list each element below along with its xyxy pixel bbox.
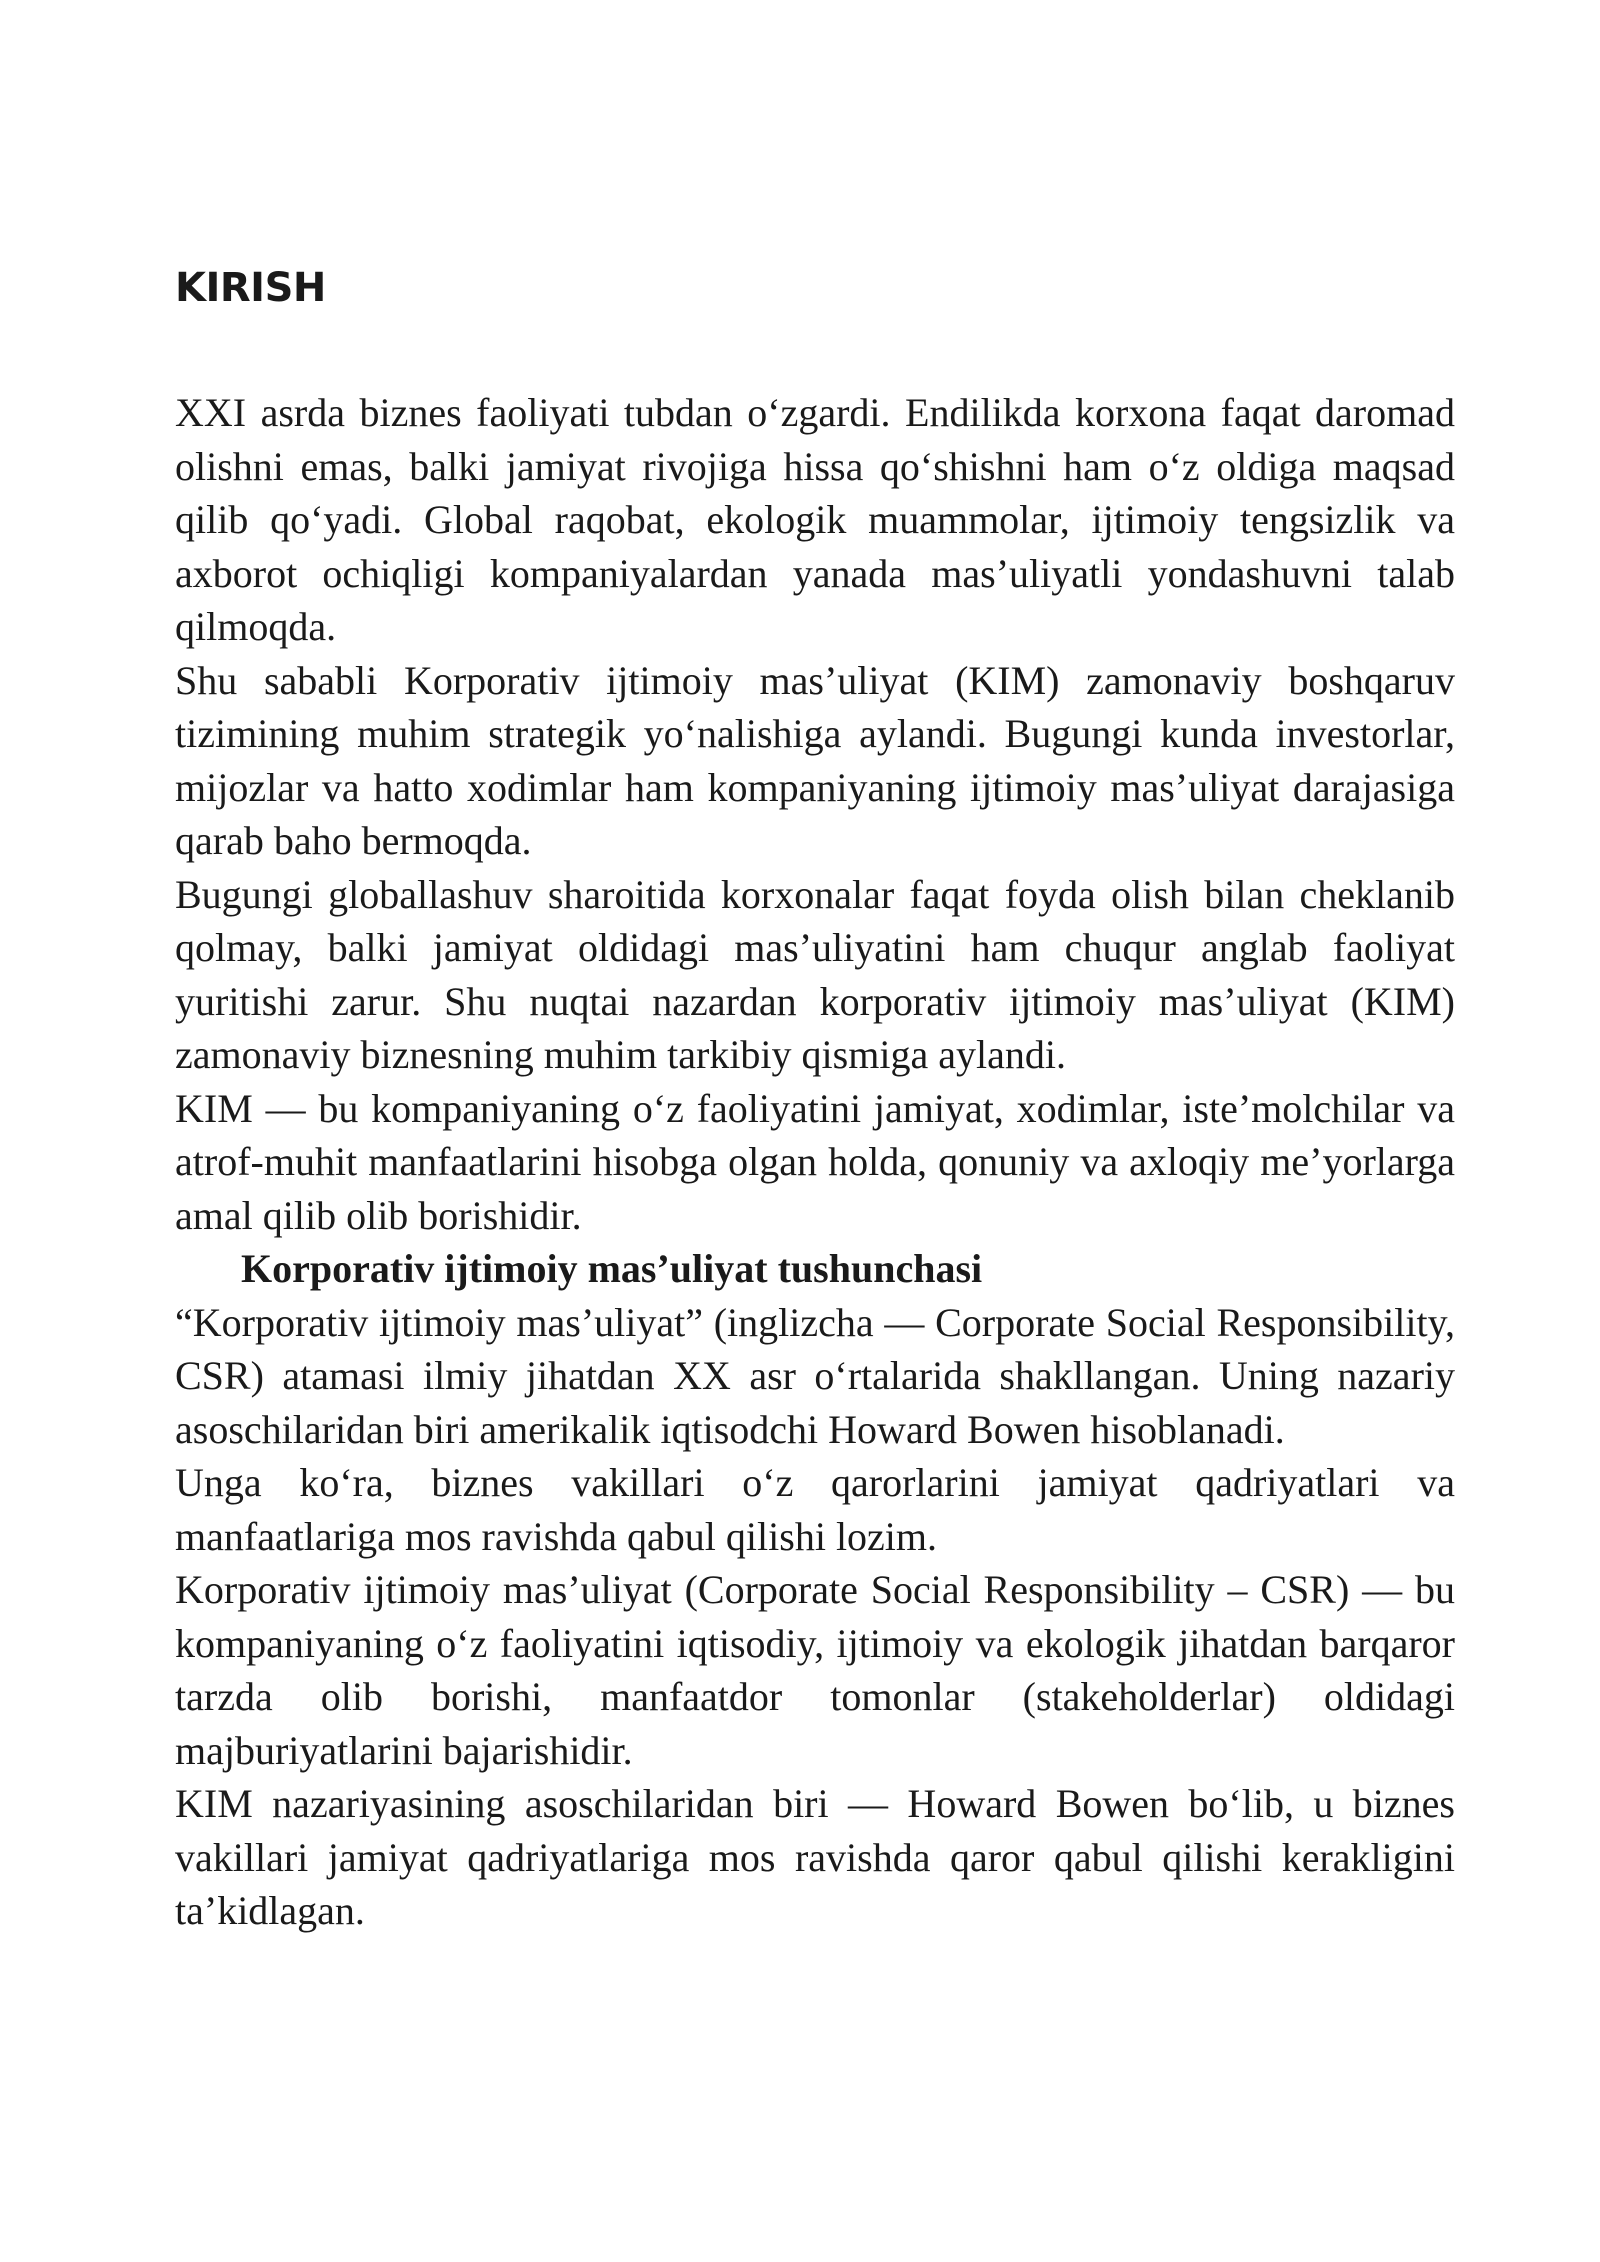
paragraph: KIM nazariyasining asoschilaridan biri — Howard Bowen bo‘lib, u biznes vakillari jamiyat qadriyatlariga mos ravishda qaror qabul qilishi kerakligini ta’kidlagan. — [175, 1781, 1455, 1933]
document-page — [175, 0, 1455, 2262]
paragraph: “Korporativ ijtimoiy mas’uliyat” (inglizcha — Corporate Social Responsibility, CSR) atamasi ilmiy jihatdan XX asr o‘rtalarida shakllangan. Uning nazariy asoschilaridan biri amerikalik iqtisodchi Howard Bowen hisoblanadi. — [175, 1299, 1455, 1452]
paragraph: KIM — bu kompaniyaning o‘z faoliyatini jamiyat, xodimlar, iste’molchilar va atrof-muhit manfaatlarini hisobga olgan holda, qonuniy va axloqiy me’yorlarga amal qilib olib borishidir. — [175, 1085, 1455, 1238]
page-title: KIRISH — [175, 265, 326, 311]
paragraph: Bugungi globallashuv sharoitida korxonalar faqat foyda olish bilan cheklanib qolmay, balki jamiyat oldidagi mas’uliyatini ham chuqur anglab faoliyat yuritishi zarur. Shu nuqtai nazardan korporativ ijtimoiy mas’uliyat (KIM) zamonaviy biznesning muhim tarkibiy qismiga aylandi. — [175, 871, 1455, 1077]
section-heading: Korporativ ijtimoiy mas’uliyat tushunchasi — [241, 1246, 983, 1291]
paragraph: Unga ko‘ra, biznes vakillari o‘z qarorlarini jamiyat qadriyatlari va manfaatlariga mos ravishda qabul qilishi lozim. — [175, 1460, 1455, 1559]
paragraph: XXI asrda biznes faoliyati tubdan o‘zgardi. Endilikda korxona faqat daromad olishni emas, balki jamiyat rivojiga hissa qo‘shishni ham o‘z oldiga maqsad qilib qo‘yadi. Global raqobat, ekologik muammolar, ijtimoiy tengsizlik va axborot ochiqligi kompaniyalardan yanada mas’uliyatli yondashuvni talab qilmoqda. — [175, 390, 1455, 649]
paragraph: Shu sababli Korporativ ijtimoiy mas’uliyat (KIM) zamonaviy boshqaruv tizimining muhim strategik yo‘nalishiga aylandi. Bugungi kunda investorlar, mijozlar va hatto xodimlar ham kompaniyaning ijtimoiy mas’uliyat darajasiga qarab baho bermoqda. — [175, 657, 1455, 863]
document-body — [175, 386, 1455, 1938]
paragraph: Korporativ ijtimoiy mas’uliyat (Corporate Social Responsibility – CSR) — bu kompaniyaning o‘z faoliyatini iqtisodiy, ijtimoiy va ekologik jihatdan barqaror tarzda olib borishi, manfaatdor tomonlar (stakeholderlar) oldidagi majburiyatlarini bajarishidir. — [175, 1567, 1455, 1773]
